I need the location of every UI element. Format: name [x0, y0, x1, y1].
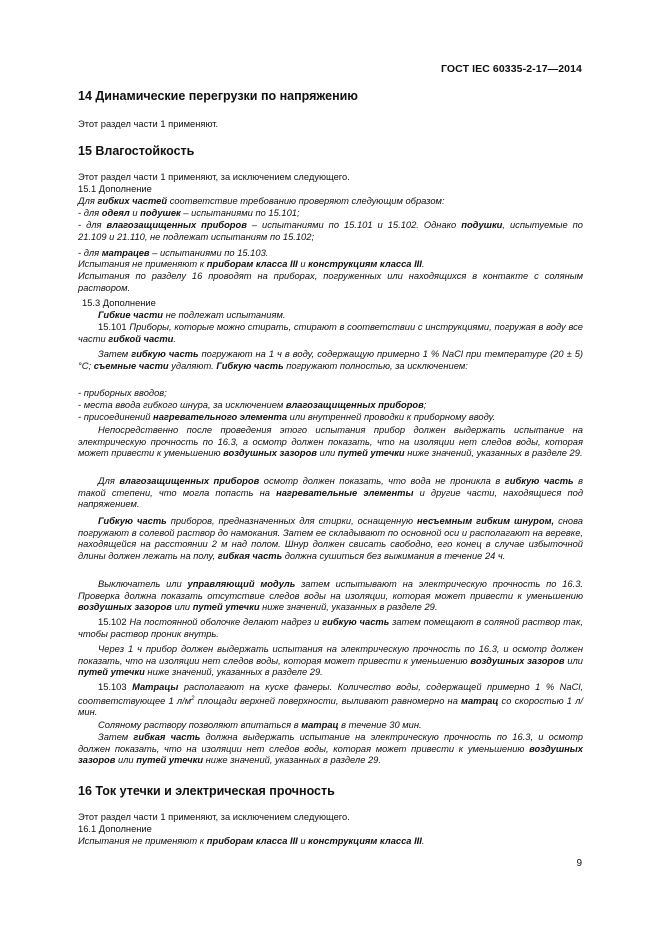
s15-1-text: Для гибких частей соответствие требованию проверяют следующим образом:	[78, 196, 445, 206]
s15-101-immerse: Затем гибкую часть погружают на 1 ч в воду, содержащую примерно 1 % NaCl при температуре (20 ± 5) °С; съемные части удаляют. Гибкую часть погружают полностью, за исключением:	[78, 349, 583, 371]
s15-101-waterproof-check: Для влагозащищенных приборов осмотр должен показать, что вода не проникла в гибкую часть в такой степени, что могла попасть на нагревательные элементы и другие части, находящиеся под напряжением.	[78, 476, 583, 510]
s16-1-title: 16.1 Дополнение	[78, 824, 152, 834]
s15-3-title: 15.3 Дополнение	[82, 298, 156, 308]
s15-101-electric-strength: Непосредственно после проведения этого испытания прибор должен выдержать испытание на электрическую прочность по 16.3, а осмотр должен показать, что на изоляции нет следов воды, которая может привести к уменьшению воздушных зазоров или путей утечки ниже значений, указанных в разделе 29.	[78, 425, 583, 459]
s15-1-title: 15.1 Дополнение	[78, 184, 152, 194]
s14-paragraph: Этот раздел части 1 применяют.	[78, 119, 219, 129]
s15-101-text: 15.101 Приборы, которые можно стирать, стирают в соответствии с инструкциями, погружая в воду все части гибкой части.	[78, 322, 583, 344]
standard-header: ГОСТ IEC 60335-2-17—2014	[440, 63, 582, 75]
s15-101-switch-test: Выключатель или управляющий модуль затем испытывают на электрическую прочность по 16.3. Проверка должна показать отсутствие следов воды на изоляции, которая может привести к уменьшению воздушных зазоров или путей утечки ниже значений, указанных в разделе 29.	[78, 579, 583, 613]
s15-1-section16-note: Испытания по разделу 16 проводят на приборах, погруженных или находящихся в контакте с соляным раствором.	[78, 271, 583, 293]
section-15-heading: 15 Влагостойкость	[78, 144, 195, 158]
page-number: 9	[576, 858, 582, 869]
s16-intro: Этот раздел части 1 применяют, за исключением следующего.	[78, 812, 350, 822]
s15-103-electric-strength: Затем гибкая часть должна выдержать испытание на электрическую прочность по 16.3, и осмотр должен показать, что на изоляции нет следов воды, которая может привести к уменьшению воздушных зазоров или путей утечки ниже значений, указанных в разделе 29.	[78, 732, 583, 766]
s15-103-text: 15.103 Матрацы располагают на куске фанеры. Количество воды, содержащей примерно 1 % NaCl, соответствующее 1 $л/м^2$ площади верхней поверхности, выливают равномерно на матрац со скоростью 1 л/мин.	[78, 682, 584, 718]
s15-103-absorb: Соляному раствору позволяют впитаться в матрац в течение 30 мин.	[98, 720, 422, 730]
s15-1-item-blankets: - для одеял и подушек – испытаниями по 15.101;	[78, 208, 300, 218]
s16-1-text: Испытания не применяют к приборам класса III и конструкциям класса III.	[78, 836, 425, 846]
s15-3-text: Гибкие части не подлежат испытаниям.	[98, 310, 286, 320]
s15-101-exception-inlets: - приборных вводов;	[78, 388, 167, 398]
section-14-heading: 14 Динамические перегрузки по напряжению	[78, 89, 358, 103]
s15-1-item-mattress: - для матрацев – испытаниями по 15.103.	[78, 248, 269, 258]
s15-101-exception-heating: - присоединений нагревательного элемента или внутренней проводки к приборному вводу.	[78, 412, 496, 422]
s15-intro: Этот раздел части 1 применяют, за исключением следующего.	[78, 172, 350, 182]
s15-1-class-iii: Испытания не применяют к приборам класса III и конструкциям класса III.	[78, 259, 425, 269]
section-16-heading: 16 Ток утечки и электрическая прочность	[78, 784, 335, 798]
s15-102-electric-strength: Через 1 ч прибор должен выдержать испытания на электрическую прочность по 16.3, и осмотр должен показать, что на изоляции нет следов воды, которая может привести к уменьшению воздушных зазоров или путей утечки ниже значений, указанных в разделе 29.	[78, 644, 584, 678]
s15-1-item-waterproof: - для влагозащищенных приборов – испытаниями по 15.101 и 15.102. Однако подушки, испытуемые по 21.109 и 21.110, не подлежат испытаниям по 15.102;	[78, 220, 583, 242]
s15-101-washable-cord: Гибкую часть приборов, предназначенных для стирки, оснащенную несъемным гибким шнуром, снова погружают в солевой раствор до намокания. Затем ее складывают по основной оси и располагают на веревке, находящейся на расстоянии 2 м над полом. Шнур должен свисать свободно, его конец в случае избыточной длины должен лежать на полу, гибкая часть должна сушиться без выжимания в течение 24 ч.	[78, 516, 583, 561]
s15-102-text: 15.102 На постоянной оболочке делают надрез и гибкую часть затем помещают в соляной раствор так, чтобы раствор проник внутрь.	[78, 617, 583, 639]
s15-101-exception-cord: - места ввода гибкого шнура, за исключением влагозащищенных приборов;	[78, 400, 427, 410]
